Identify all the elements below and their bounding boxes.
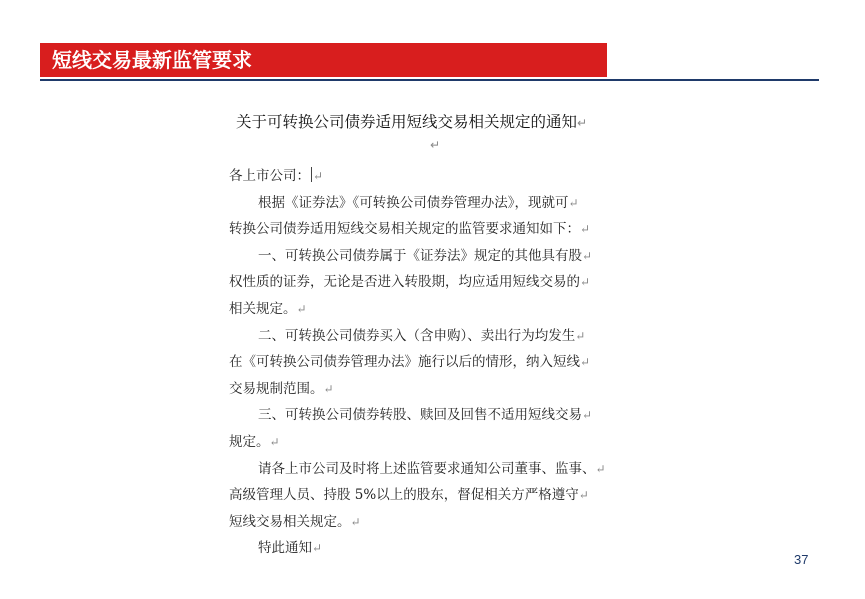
document-line [229, 243, 654, 270]
document-line [229, 509, 654, 536]
document-line-text: 请各上市公司及时将上述监管要求通知公司董事、监事、 [258, 460, 596, 477]
paragraph-mark-icon: ↵ [312, 541, 323, 556]
document-line-text: 交易规制范围。 [229, 380, 324, 397]
page-number: 37 [794, 552, 809, 567]
document-line-text: 二、可转换公司债券买入（含申购）、卖出行为均发生 [258, 327, 576, 344]
slide-title: 短线交易最新监管要求 [52, 48, 252, 72]
document-line [229, 429, 654, 456]
paragraph-mark-icon: ↵ [323, 381, 334, 396]
document-line [229, 482, 654, 509]
document-line [229, 296, 654, 323]
document-line-text: 在《可转换公司债券管理办法》施行以后的情形，纳入短线 [229, 354, 580, 371]
document-line [229, 376, 654, 403]
document-line-text: 各上市公司： [229, 168, 310, 184]
paragraph-mark-icon: ↵ [568, 195, 579, 210]
document-line [229, 323, 654, 350]
paragraph-mark-icon: ↵ [595, 461, 606, 476]
paragraph-mark-icon: ↵ [296, 301, 307, 316]
paragraph-mark-icon: ↵ [575, 328, 586, 343]
paragraph-mark-icon: ↵ [313, 169, 324, 183]
document-line [229, 190, 654, 217]
document-line-text: 转换公司债券适用短线交易相关规定的监管要求通知如下： [229, 221, 580, 238]
document-line-text: 权性质的证券，无论是否进入转股期，均应适用短线交易的 [229, 274, 580, 291]
header-band [40, 43, 607, 77]
paragraph-mark-icon: ↵ [582, 248, 593, 263]
paragraph-mark-icon: ↵ [350, 514, 361, 529]
document-line [229, 535, 654, 562]
paragraph-mark-icon: ↵ [269, 434, 280, 449]
document-line-text: 高级管理人员、持股 5%以上的股东，督促相关方严格遵守 [229, 487, 579, 504]
paragraph-mark-icon: ↵ [580, 275, 591, 290]
document-line [229, 349, 654, 376]
header-divider [40, 79, 819, 81]
document-title-text: 关于可转换公司债券适用短线交易相关规定的通知 [236, 113, 578, 131]
document-line-text: 根据《证券法》《可转换公司债券管理办法》，现就可 [258, 194, 569, 211]
document-line-text: 短线交易相关规定。 [229, 513, 351, 530]
paragraph-mark-icon: ↵ [582, 408, 593, 423]
document-line-text: 一、可转换公司债券属于《证券法》规定的其他具有股 [258, 247, 582, 264]
text-cursor [311, 167, 312, 182]
document-line-text: 相关规定。 [229, 300, 297, 317]
document-line-text: 特此通知 [258, 540, 312, 557]
paragraph-mark-icon: ↵ [580, 222, 591, 237]
document-line [229, 269, 654, 296]
paragraph-mark-icon: ↵ [580, 355, 591, 370]
document-line [229, 456, 654, 483]
paragraph-mark-icon: ↵ [577, 116, 588, 130]
paragraph-mark-icon: ↵ [430, 138, 441, 152]
document-line [229, 163, 654, 190]
document-body [229, 163, 654, 562]
document-line [229, 402, 654, 429]
document-line [229, 216, 654, 243]
document-title [236, 110, 587, 132]
document-line-text: 规定。 [229, 433, 270, 450]
paragraph-mark-icon: ↵ [578, 488, 589, 503]
document-line-text: 三、可转换公司债券转股、赎回及回售不适用短线交易 [258, 407, 582, 424]
